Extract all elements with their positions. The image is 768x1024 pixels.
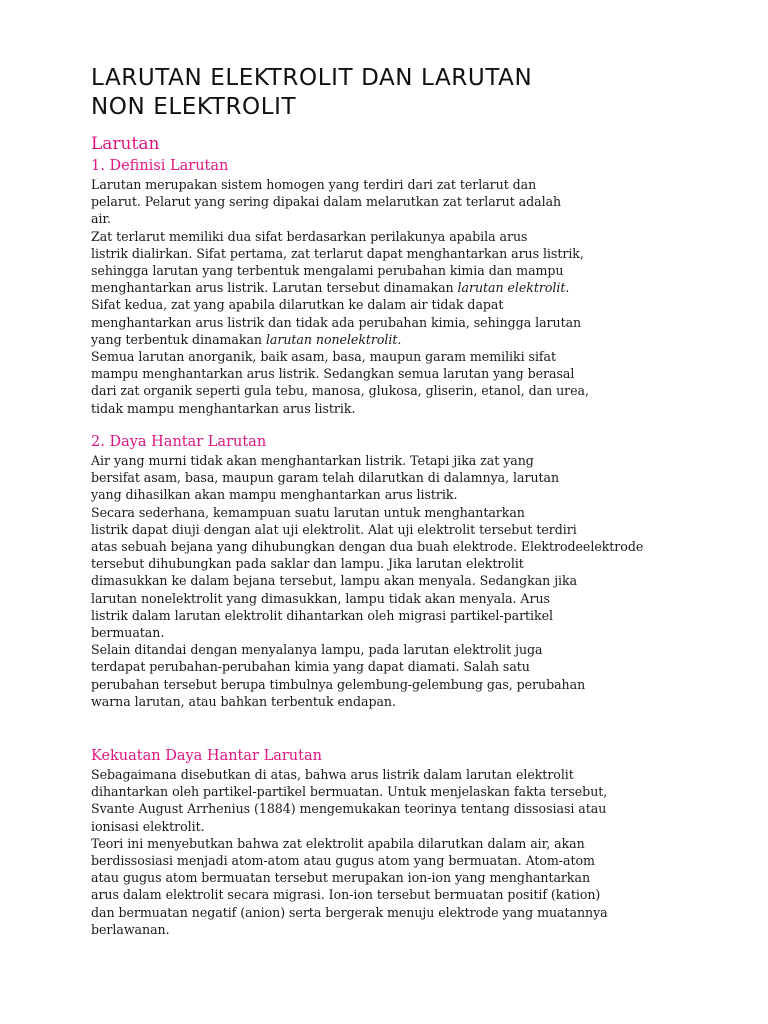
text-line: Sifat kedua, zat yang apabila dilarutkan ke dalam air tidak dapat: [91, 297, 504, 313]
text-line: bermuatan.: [91, 625, 165, 641]
text-line: Air yang murni tidak akan menghantarkan listrik. Tetapi jika zat yang: [91, 453, 534, 468]
text-span: .: [397, 331, 402, 347]
text-line: terdapat perubahan-perubahan kimia yang dapat diamati. Salah satu: [91, 659, 530, 675]
text-line: Sebagaimana disebutkan di atas, bahwa arus listrik dalam larutan elektrolit: [91, 767, 574, 782]
text-line: listrik dapat diuji dengan alat uji elektrolit. Alat uji elektrolit tersebut terdiri: [91, 521, 577, 537]
text-line: Larutan merupakan sistem homogen yang terdiri dari zat terlarut dan: [91, 177, 537, 192]
text-line: dimasukkan ke dalam bejana tersebut, lampu akan menyala. Sedangkan jika: [91, 573, 578, 589]
paragraph-kekuatan: [91, 766, 731, 938]
text-line: Svante August Arrhenius (1884) mengemukakan teorinya tentang dissosiasi atau: [91, 801, 607, 817]
text-span: .: [565, 280, 570, 296]
text-line: Zat terlarut memiliki dua sifat berdasarkan perilakunya apabila arus: [91, 228, 528, 244]
text-line: bersifat asam, basa, maupun garam telah dilarutkan di dalamnya, larutan: [91, 470, 560, 486]
text-line: perubahan tersebut berupa timbulnya gelembung-gelembung gas, perubahan: [91, 676, 586, 692]
text-line: berlawanan.: [91, 921, 170, 937]
text-span: yang terbentuk dinamakan: [91, 331, 266, 347]
italic-term-larutan-elektrolit: larutan elektrolit: [457, 280, 566, 296]
text-line: Semua larutan anorganik, baik asam, basa, maupun garam memiliki sifat: [91, 349, 557, 365]
page-title: [91, 64, 691, 122]
text-line: atau gugus atom bermuatan tersebut merupakan ion-ion yang menghantarkan: [91, 870, 591, 886]
text-line: tidak mampu menghantarkan arus listrik.: [91, 400, 356, 416]
text-line: ionisasi elektrolit.: [91, 818, 205, 834]
text-line: yang dihasilkan akan mampu menghantarkan arus listrik.: [91, 487, 458, 503]
section-heading-larutan: Larutan: [91, 134, 160, 154]
section-kekuatan-daya-hantar: [91, 746, 731, 938]
text-line: tersebut dihubungkan pada saklar dan lampu. Jika larutan elektrolit: [91, 556, 524, 572]
subheading-daya-hantar-larutan: 2. Daya Hantar Larutan: [91, 434, 267, 450]
text-line: arus dalam elektrolit secara migrasi. Ion-ion tersebut bermuatan positif (kation): [91, 887, 601, 903]
text-line: [91, 279, 731, 296]
text-line: atas sebuah bejana yang dihubungkan dengan dua buah elektrode. Elektrodeelektrode: [91, 539, 644, 555]
text-line: Selain ditandai dengan menyalanya lampu, pada larutan elektrolit juga: [91, 642, 543, 658]
text-line: dan bermuatan negatif (anion) serta bergerak menuju elektrode yang muatannya: [91, 904, 608, 920]
italic-term-larutan-nonelektrolit: larutan nonelektrolit: [265, 331, 398, 347]
text-line: menghantarkan arus listrik dan tidak ada perubahan kimia, sehingga larutan: [91, 314, 582, 330]
title-line-2: NON ELEKTROLIT: [91, 94, 297, 120]
text-line: [91, 331, 731, 348]
text-line: listrik dialirkan. Sifat pertama, zat terlarut dapat menghantarkan arus listrik,: [91, 245, 584, 261]
text-line: warna larutan, atau bahkan terbentuk endapan.: [91, 693, 396, 709]
text-line: larutan nonelektrolit yang dimasukkan, lampu tidak akan menyala. Arus: [91, 590, 550, 606]
title-line-1: LARUTAN ELEKTROLIT DAN LARUTAN: [91, 65, 533, 91]
text-line: sehingga larutan yang terbentuk mengalami perubahan kimia dan mampu: [91, 263, 564, 279]
text-line: air.: [91, 211, 111, 227]
section-larutan: [91, 134, 731, 417]
text-line: Teori ini menyebutkan bahwa zat elektrolit apabila dilarutkan dalam air, akan: [91, 835, 585, 851]
text-line: pelarut. Pelarut yang sering dipakai dalam melarutkan zat terlarut adalah: [91, 194, 562, 210]
subheading-kekuatan-daya-hantar: Kekuatan Daya Hantar Larutan: [91, 748, 322, 764]
paragraph-daya-hantar: [91, 452, 731, 710]
subheading-definisi-larutan: 1. Definisi Larutan: [91, 158, 229, 174]
text-line: Secara sederhana, kemampuan suatu larutan untuk menghantarkan: [91, 504, 525, 520]
text-line: berdissosiasi menjadi atom-atom atau gugus atom yang bermuatan. Atom-atom: [91, 853, 595, 869]
text-line: listrik dalam larutan elektrolit dihantarkan oleh migrasi partikel-partikel: [91, 607, 553, 623]
text-line: dihantarkan oleh partikel-partikel bermuatan. Untuk menjelaskan fakta tersebut,: [91, 784, 608, 800]
text-line: dari zat organik seperti gula tebu, manosa, glukosa, gliserin, etanol, dan urea,: [91, 383, 589, 399]
paragraph-definisi: [91, 176, 731, 417]
text-line: mampu menghantarkan arus listrik. Sedangkan semua larutan yang berasal: [91, 366, 575, 382]
section-daya-hantar: [91, 432, 731, 710]
text-span: menghantarkan arus listrik. Larutan tersebut dinamakan: [91, 280, 458, 296]
